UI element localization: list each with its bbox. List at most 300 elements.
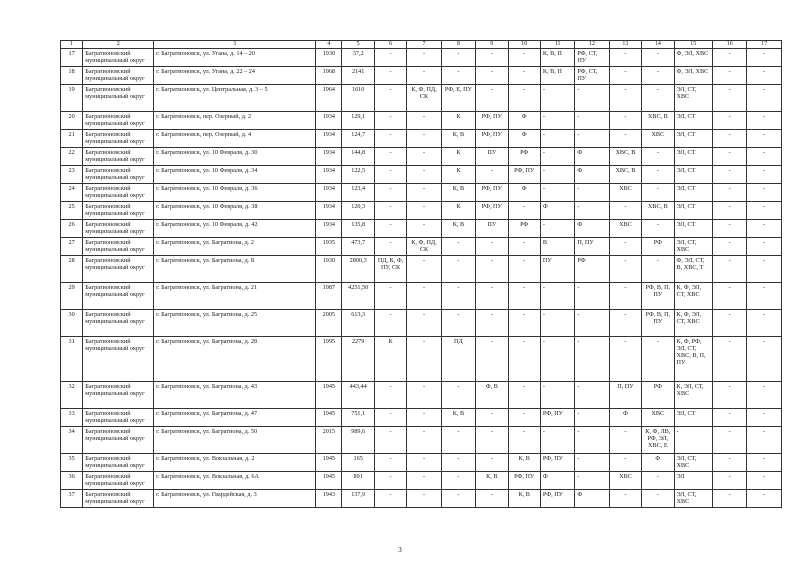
table-cell: - [540, 382, 574, 409]
table-cell: - [747, 454, 782, 472]
table-cell: - [476, 238, 508, 256]
table-cell: К, В [508, 454, 540, 472]
table-cell: 120,3 [342, 202, 374, 220]
row-number-cell: 25 [61, 202, 83, 220]
table-cell: 1987 [316, 283, 342, 310]
table-cell: - [540, 220, 574, 238]
table-cell: - [441, 238, 475, 256]
table-cell: ХВС [609, 184, 641, 202]
table-cell: ЭЛ, СТ, ХВС [674, 85, 712, 112]
row-number-cell: 21 [61, 130, 83, 148]
table-cell: РФ, ПУ [476, 184, 508, 202]
table-cell: 1945 [316, 454, 342, 472]
table-cell: - [609, 283, 641, 310]
row-number-cell: 31 [61, 337, 83, 382]
table-cell: - [374, 427, 406, 454]
column-number-row [61, 41, 782, 49]
table-row [61, 454, 782, 472]
table-cell: - [674, 427, 712, 454]
table-cell: 613,3 [342, 310, 374, 337]
table-cell: 122,5 [342, 166, 374, 184]
header-cell: 3 [154, 41, 316, 49]
table-cell: - [407, 67, 441, 85]
table-cell: Багратионовский муниципальный округ [83, 148, 154, 166]
table-cell: ПУ [540, 256, 574, 283]
table-cell: - [407, 130, 441, 148]
header-cell: 1 [61, 41, 83, 49]
table-cell: 137,9 [342, 490, 374, 508]
table-cell: Ф, ЭЛ, СТ, В, ХВС, Т [674, 256, 712, 283]
table-cell: - [407, 202, 441, 220]
table-cell: РФ, Е, ПУ [441, 85, 475, 112]
table-row [61, 409, 782, 427]
table-cell: - [374, 112, 406, 130]
table-cell: 2141 [342, 67, 374, 85]
table-cell: - [609, 49, 641, 67]
table-cell: - [712, 67, 746, 85]
table-cell: - [407, 337, 441, 382]
table-cell: - [747, 85, 782, 112]
table-cell: Ф, ЭЛ, ХВС [674, 67, 712, 85]
table-row [61, 256, 782, 283]
table-cell: Ф [575, 490, 609, 508]
table-cell: К [441, 202, 475, 220]
table-cell: ХВС [609, 472, 641, 490]
table-cell: К, В [476, 472, 508, 490]
table-cell: РФ, СТ, ПУ [575, 67, 609, 85]
table-cell: - [747, 490, 782, 508]
table-cell: ХВС [642, 130, 674, 148]
table-cell: - [575, 283, 609, 310]
address-cell: г. Багратионовск, ул. 10 Февраля, д. 34 [154, 166, 316, 184]
table-cell: - [476, 454, 508, 472]
table-cell: Багратионовский муниципальный округ [83, 130, 154, 148]
table-cell: 989,6 [342, 427, 374, 454]
table-cell: - [609, 427, 641, 454]
table-cell: - [374, 283, 406, 310]
row-number-cell: 27 [61, 238, 83, 256]
table-cell: Ф [508, 130, 540, 148]
table-cell: 1945 [316, 472, 342, 490]
table-cell: - [374, 382, 406, 409]
table-cell: РФ [508, 220, 540, 238]
table-cell: - [642, 220, 674, 238]
table-cell: - [441, 310, 475, 337]
table-cell: - [476, 67, 508, 85]
table-cell: - [575, 454, 609, 472]
address-cell: г. Багратионовск, ул. Багратиона, д. 8 [154, 256, 316, 283]
table-cell: 1945 [316, 409, 342, 427]
table-cell: К, В [441, 220, 475, 238]
table-cell: - [712, 454, 746, 472]
table-cell: - [642, 148, 674, 166]
table-cell: ХВС, В [609, 148, 641, 166]
table-cell: - [441, 490, 475, 508]
table-row [61, 490, 782, 508]
table-cell: 1934 [316, 130, 342, 148]
table-cell: К, Ф, РФ, ЭЛ, СТ, ХВС, В, П, ПУ [674, 337, 712, 382]
table-cell: - [712, 130, 746, 148]
table-cell: - [712, 49, 746, 67]
row-number-cell: 23 [61, 166, 83, 184]
table-cell: - [712, 283, 746, 310]
table-cell: 1995 [316, 337, 342, 382]
table-cell: - [712, 85, 746, 112]
address-cell: г. Багратионовск, ул. Багратиона, д. 47 [154, 409, 316, 427]
table-cell: 1934 [316, 220, 342, 238]
table-cell: Багратионовский муниципальный округ [83, 202, 154, 220]
row-number-cell: 37 [61, 490, 83, 508]
table-cell: К, В, П [540, 49, 574, 67]
address-cell: г. Багратионовск, ул. Центральная, д. 3 – 5 [154, 85, 316, 112]
header-cell: 11 [540, 41, 574, 49]
table-cell: - [374, 454, 406, 472]
header-cell: 12 [575, 41, 609, 49]
table-cell: - [476, 49, 508, 67]
table-cell: - [374, 220, 406, 238]
table-cell: РФ [508, 148, 540, 166]
table-cell: РФ, ПУ [540, 454, 574, 472]
register-sheet [60, 40, 782, 508]
table-cell: Багратионовский муниципальный округ [83, 310, 154, 337]
table-cell: - [747, 382, 782, 409]
table-cell: - [609, 310, 641, 337]
table-cell: - [407, 256, 441, 283]
table-cell: 473,7 [342, 238, 374, 256]
table-cell: РФ, В, П, ПУ [642, 310, 674, 337]
table-cell: - [712, 238, 746, 256]
table-cell: РФ, СТ, ПУ [575, 49, 609, 67]
address-cell: г. Багратионовск, ул. Багратиона, д. 43 [154, 382, 316, 409]
table-cell: - [642, 472, 674, 490]
header-cell: 15 [674, 41, 712, 49]
row-number-cell: 28 [61, 256, 83, 283]
table-cell: - [712, 409, 746, 427]
table-cell: ЭЛ, СТ, ХВС [674, 238, 712, 256]
header-cell: 2 [83, 41, 154, 49]
table-cell: - [747, 238, 782, 256]
table-cell: РФ [575, 256, 609, 283]
table-cell: К, Ф, ПД, СК [407, 85, 441, 112]
table-cell: - [575, 202, 609, 220]
table-cell: - [642, 49, 674, 67]
table-cell: Ф [540, 202, 574, 220]
address-cell: г. Багратионовск, ул. 10 Февраля, д. 42 [154, 220, 316, 238]
table-cell: ПД [441, 337, 475, 382]
table-cell: - [712, 112, 746, 130]
table-cell: - [476, 337, 508, 382]
row-number-cell: 24 [61, 184, 83, 202]
table-cell: - [540, 427, 574, 454]
table-cell: - [374, 130, 406, 148]
table-cell: Багратионовский муниципальный округ [83, 85, 154, 112]
table-cell: К, Ф, ЭЛ, СТ, ХВС [674, 310, 712, 337]
table-cell: - [374, 490, 406, 508]
table-cell: Багратионовский муниципальный округ [83, 49, 154, 67]
table-cell: - [712, 256, 746, 283]
row-number-cell: 26 [61, 220, 83, 238]
table-cell: - [508, 85, 540, 112]
table-cell: - [374, 310, 406, 337]
table-cell: - [575, 472, 609, 490]
table-cell: ЭЛ, СТ [674, 220, 712, 238]
table-cell: - [747, 67, 782, 85]
table-cell: - [407, 490, 441, 508]
table-cell: РФ, ПУ [476, 202, 508, 220]
address-cell: г. Багратионовск, ул. Вокзальная, д. 6А [154, 472, 316, 490]
table-cell: - [642, 490, 674, 508]
table-cell: ЭЛ, СТ [674, 409, 712, 427]
table-cell: - [374, 238, 406, 256]
row-number-cell: 17 [61, 49, 83, 67]
repair-register-table [60, 40, 782, 508]
table-cell: К, В [441, 409, 475, 427]
table-cell: РФ, ПУ [508, 166, 540, 184]
address-cell: г. Багратионовск, ул. Багратиона, д. 2 [154, 238, 316, 256]
table-cell: - [407, 454, 441, 472]
table-cell: - [476, 409, 508, 427]
table-cell: - [407, 409, 441, 427]
table-cell: - [712, 310, 746, 337]
table-cell: - [441, 49, 475, 67]
address-cell: г. Багратионовск, пер. Озерный, д. 2 [154, 112, 316, 130]
table-cell: - [407, 184, 441, 202]
header-cell: 8 [441, 41, 475, 49]
table-cell: 2015 [316, 427, 342, 454]
table-cell: Багратионовский муниципальный округ [83, 409, 154, 427]
table-cell: - [407, 283, 441, 310]
table-cell: Ф, ЭЛ, ХВС [674, 49, 712, 67]
table-cell: - [508, 49, 540, 67]
table-cell: - [476, 310, 508, 337]
table-cell: 135,8 [342, 220, 374, 238]
table-cell: - [575, 427, 609, 454]
table-cell: - [540, 112, 574, 130]
table-cell: - [407, 472, 441, 490]
table-cell: 123,4 [342, 184, 374, 202]
table-cell: - [575, 184, 609, 202]
header-cell: 17 [747, 41, 782, 49]
row-number-cell: 35 [61, 454, 83, 472]
table-cell: РФ, ПУ [508, 472, 540, 490]
table-cell: ХВС, В [642, 202, 674, 220]
header-cell: 4 [316, 41, 342, 49]
table-cell: ЭЛ, СТ [674, 148, 712, 166]
table-cell: - [374, 184, 406, 202]
table-row [61, 220, 782, 238]
table-cell: Багратионовский муниципальный округ [83, 427, 154, 454]
table-cell: - [441, 472, 475, 490]
table-cell: РФ, ПУ [540, 490, 574, 508]
table-cell: - [609, 112, 641, 130]
table-cell: - [508, 337, 540, 382]
table-cell: ЭЛ, СТ, ХВС [674, 454, 712, 472]
table-cell: - [508, 409, 540, 427]
table-cell: - [712, 490, 746, 508]
table-cell: 1968 [316, 67, 342, 85]
table-cell: Ф [508, 184, 540, 202]
table-cell: - [508, 310, 540, 337]
table-cell: ХВС, В [609, 166, 641, 184]
table-cell: К, В [508, 490, 540, 508]
table-cell: - [476, 427, 508, 454]
table-cell: - [747, 148, 782, 166]
table-cell: Ф [575, 166, 609, 184]
page-number: 3 [398, 546, 402, 554]
table-cell: 124,7 [342, 130, 374, 148]
table-cell: Ф [540, 472, 574, 490]
address-cell: г. Багратионовск, ул. 10 Февраля, д. 38 [154, 202, 316, 220]
table-cell: - [540, 337, 574, 382]
table-cell: - [508, 238, 540, 256]
table-cell: - [747, 337, 782, 382]
table-cell: Ф, В [476, 382, 508, 409]
row-number-cell: 20 [61, 112, 83, 130]
table-cell: 443,44 [342, 382, 374, 409]
table-cell: - [374, 166, 406, 184]
table-cell: ЭЛ, СТ, ХВС [674, 490, 712, 508]
table-cell: - [609, 490, 641, 508]
table-cell: ЭЛ, СТ [674, 202, 712, 220]
table-cell: 1943 [316, 490, 342, 508]
table-cell: Багратионовский муниципальный округ [83, 490, 154, 508]
table-cell: - [712, 382, 746, 409]
table-cell: РФ [642, 238, 674, 256]
table-cell: К, В, П [540, 67, 574, 85]
table-cell: - [575, 130, 609, 148]
table-cell: - [374, 202, 406, 220]
table-cell: - [712, 337, 746, 382]
table-cell: К, Ф, ПД, СК [407, 238, 441, 256]
table-cell: - [642, 85, 674, 112]
table-row [61, 148, 782, 166]
table-cell: Багратионовский муниципальный округ [83, 238, 154, 256]
table-body [61, 49, 782, 508]
table-cell: К [374, 337, 406, 382]
table-row [61, 238, 782, 256]
table-row [61, 337, 782, 382]
table-cell: - [508, 202, 540, 220]
address-cell: г. Багратионовск, ул. Багратиона, д. 50 [154, 427, 316, 454]
table-cell: - [747, 112, 782, 130]
row-number-cell: 29 [61, 283, 83, 310]
table-cell: - [407, 310, 441, 337]
table-cell: - [712, 220, 746, 238]
table-cell: РФ, ПУ [540, 409, 574, 427]
table-cell: - [540, 85, 574, 112]
row-number-cell: 18 [61, 67, 83, 85]
table-row [61, 427, 782, 454]
table-cell: ЭЛ, СТ [674, 130, 712, 148]
table-cell: - [374, 49, 406, 67]
table-cell: Багратионовский муниципальный округ [83, 337, 154, 382]
table-cell: - [540, 130, 574, 148]
table-cell: 1935 [316, 238, 342, 256]
table-cell: ЭЛ [674, 472, 712, 490]
table-cell: - [407, 220, 441, 238]
address-cell: г. Багратионовск, ул. Багратиона, д. 25 [154, 310, 316, 337]
table-cell: П, ПУ [609, 382, 641, 409]
table-cell: - [609, 337, 641, 382]
table-cell: ХВС, В [642, 112, 674, 130]
table-cell: - [508, 427, 540, 454]
table-cell: - [575, 382, 609, 409]
table-cell: - [508, 256, 540, 283]
table-cell: 2279 [342, 337, 374, 382]
table-cell: 1934 [316, 166, 342, 184]
table-cell: - [407, 148, 441, 166]
table-cell: Багратионовский муниципальный округ [83, 166, 154, 184]
table-cell: - [712, 166, 746, 184]
table-row [61, 130, 782, 148]
table-cell: - [575, 409, 609, 427]
table-row [61, 49, 782, 67]
table-cell: - [407, 382, 441, 409]
table-cell: - [441, 67, 475, 85]
table-cell: ЭЛ, СТ [674, 166, 712, 184]
table-cell: - [712, 427, 746, 454]
table-cell: - [575, 310, 609, 337]
table-cell: - [747, 283, 782, 310]
table-cell: 751,1 [342, 409, 374, 427]
table-cell: - [609, 256, 641, 283]
table-cell: РФ [642, 382, 674, 409]
table-cell: 37,2 [342, 49, 374, 67]
table-cell: Багратионовский муниципальный округ [83, 67, 154, 85]
address-cell: г. Багратионовск, ул. Багратиона, д. 21 [154, 283, 316, 310]
table-cell: - [540, 283, 574, 310]
table-cell: - [540, 166, 574, 184]
table-cell: - [407, 49, 441, 67]
table-cell: 1934 [316, 202, 342, 220]
table-cell: РФ, В, П, ПУ [642, 283, 674, 310]
table-cell: Багратионовский муниципальный округ [83, 184, 154, 202]
table-cell: - [747, 166, 782, 184]
table-cell: - [747, 202, 782, 220]
row-number-cell: 33 [61, 409, 83, 427]
table-cell: Багратионовский муниципальный округ [83, 454, 154, 472]
table-cell: Багратионовский муниципальный округ [83, 472, 154, 490]
table-cell: 4251,50 [342, 283, 374, 310]
table-cell: - [575, 337, 609, 382]
table-cell: - [609, 67, 641, 85]
table-cell: - [508, 283, 540, 310]
table-cell: - [476, 490, 508, 508]
header-cell: 7 [407, 41, 441, 49]
table-row [61, 112, 782, 130]
table-cell: ПУ [476, 220, 508, 238]
table-cell: - [374, 409, 406, 427]
table-cell: - [441, 454, 475, 472]
table-cell: - [747, 130, 782, 148]
table-cell: - [508, 382, 540, 409]
table-cell: - [407, 112, 441, 130]
table-cell: ЭЛ, СТ [674, 184, 712, 202]
table-cell: - [575, 85, 609, 112]
row-number-cell: 30 [61, 310, 83, 337]
table-row [61, 166, 782, 184]
table-cell: Багратионовский муниципальный округ [83, 112, 154, 130]
address-cell: г. Багратионовск, ул. Гвардейская, д. 3 [154, 490, 316, 508]
table-cell: - [441, 382, 475, 409]
table-cell: Багратионовский муниципальный округ [83, 256, 154, 283]
table-cell: - [540, 148, 574, 166]
table-cell: - [374, 67, 406, 85]
table-cell: 129,1 [342, 112, 374, 130]
table-row [61, 67, 782, 85]
address-cell: г. Багратионовск, ул. Вокзальная, д. 2 [154, 454, 316, 472]
table-cell: - [712, 472, 746, 490]
